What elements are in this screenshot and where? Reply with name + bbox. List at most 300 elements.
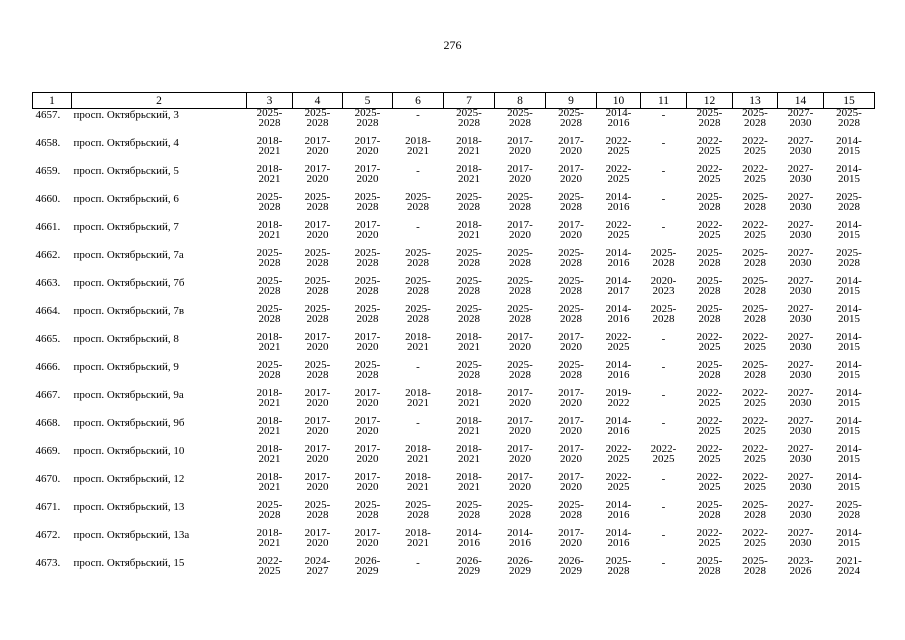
row-number: 4667.	[35, 389, 61, 401]
period-cell	[778, 221, 824, 249]
year-text: 2014-	[836, 471, 862, 483]
year-text: 2014-	[836, 359, 862, 371]
address-cell: просп. Октябрьский, 13а	[73, 529, 190, 541]
period-cell: -	[661, 221, 666, 233]
period-cell	[343, 109, 393, 138]
period-cell	[778, 389, 824, 417]
year-text: 2025-	[696, 191, 723, 203]
year-text: 2020	[306, 480, 329, 493]
year-text: 2025-	[256, 359, 283, 371]
period-cell	[444, 361, 495, 389]
year-text: 2028	[744, 200, 766, 213]
address-cell: просп. Октябрьский, 7	[73, 221, 179, 233]
period-cell	[546, 221, 597, 249]
column-header: 5	[343, 93, 393, 109]
year-text: 2020	[509, 144, 531, 157]
year-text: 2025-	[742, 555, 768, 567]
year-text: 2021	[258, 340, 281, 353]
year-text: 2026-	[507, 555, 533, 567]
row-number: 4673.	[35, 557, 61, 569]
year-text: 2028	[744, 284, 766, 297]
period-cell	[733, 333, 778, 361]
year-text: 2025	[607, 340, 630, 353]
period-cell	[778, 473, 824, 501]
period-cell	[343, 445, 393, 473]
year-text: 2025	[698, 396, 721, 409]
period-cell	[546, 557, 597, 585]
year-text: 2018-	[256, 527, 283, 539]
year-text: 2028	[306, 368, 329, 381]
year-text: 2025-	[558, 303, 584, 315]
year-text: 2028	[698, 368, 721, 381]
period-cell	[343, 473, 393, 501]
period-cell	[546, 277, 597, 305]
year-text: 2022-	[696, 415, 723, 427]
row-number: 4670.	[35, 473, 61, 485]
year-text: 2025-	[696, 107, 723, 119]
year-text: 2028	[509, 256, 531, 269]
year-text: 2025-	[304, 303, 331, 315]
year-text: 2025-	[507, 359, 533, 371]
year-text: 2017-	[558, 471, 584, 483]
period-cell	[495, 445, 546, 473]
year-text: 2015	[838, 452, 860, 465]
period-cell	[687, 417, 733, 445]
period-cell	[495, 305, 546, 333]
period-cell	[597, 221, 641, 249]
year-text: 2022-	[742, 135, 768, 147]
year-text: 2015	[838, 144, 860, 157]
year-text: 2020	[306, 228, 329, 241]
period-cell	[641, 277, 687, 305]
year-text: 2028	[258, 256, 281, 269]
year-text: 2018-	[456, 163, 482, 175]
year-text: 2028	[838, 116, 860, 129]
year-text: 2025	[744, 396, 766, 409]
period-cell	[597, 361, 641, 389]
year-text: 2018-	[256, 471, 283, 483]
year-text: 2028	[458, 284, 480, 297]
year-text: 2021	[407, 452, 429, 465]
period-cell	[495, 249, 546, 277]
period-cell	[733, 109, 778, 138]
year-text: 2025	[607, 144, 630, 157]
period-cell	[778, 333, 824, 361]
year-text: 2021	[258, 228, 281, 241]
year-text: 2022-	[742, 415, 768, 427]
period-cell: -	[416, 165, 420, 177]
year-text: 2030	[789, 480, 812, 493]
year-text: 2028	[744, 312, 766, 325]
year-text: 2028	[509, 116, 531, 129]
year-text: 2017-	[354, 415, 381, 427]
year-text: 2025-	[354, 303, 381, 315]
year-text: 2025-	[742, 191, 768, 203]
period-cell	[343, 277, 393, 305]
year-text: 2020	[560, 396, 582, 409]
year-text: 2025-	[405, 303, 431, 315]
period-cell	[824, 193, 875, 221]
year-text: 2014-	[836, 527, 862, 539]
year-text: 2020	[356, 340, 379, 353]
year-text: 2022-	[696, 135, 723, 147]
period-cell	[444, 445, 495, 473]
period-cell	[495, 473, 546, 501]
period-cell	[293, 277, 343, 305]
year-text: 2020	[306, 452, 329, 465]
table-row	[33, 109, 875, 138]
period-cell	[293, 137, 343, 165]
year-text: 2030	[789, 200, 812, 213]
year-text: 2025	[744, 144, 766, 157]
year-text: 2016	[509, 536, 531, 549]
period-cell	[546, 249, 597, 277]
address-cell: просп. Октябрьский, 7в	[73, 305, 185, 317]
year-text: 2030	[789, 256, 812, 269]
year-text: 2025-	[742, 247, 768, 259]
year-text: 2025-	[558, 191, 584, 203]
year-text: 2018-	[256, 163, 283, 175]
year-text: 2021	[458, 144, 480, 157]
year-text: 2016	[607, 368, 630, 381]
year-text: 2014-	[605, 303, 632, 315]
year-text: 2015	[838, 172, 860, 185]
table-row	[33, 221, 875, 249]
year-text: 2028	[458, 116, 480, 129]
period-cell	[546, 109, 597, 138]
year-text: 2029	[560, 564, 582, 577]
year-text: 2029	[509, 564, 531, 577]
period-cell	[641, 305, 687, 333]
year-text: 2028	[458, 508, 480, 521]
year-text: 2022-	[742, 387, 768, 399]
year-text: 2017-	[354, 331, 381, 343]
year-text: 2020	[306, 536, 329, 549]
year-text: 2015	[838, 536, 860, 549]
year-text: 2028	[838, 256, 860, 269]
year-text: 2028	[698, 116, 721, 129]
year-text: 2020	[560, 144, 582, 157]
period-cell	[733, 501, 778, 529]
year-text: 2028	[258, 200, 281, 213]
year-text: 2021	[407, 396, 429, 409]
period-cell	[247, 249, 293, 277]
period-cell	[733, 389, 778, 417]
period-cell	[687, 529, 733, 557]
period-cell	[733, 361, 778, 389]
year-text: 2028	[306, 312, 329, 325]
year-text: 2018-	[456, 219, 482, 231]
year-text: 2028	[306, 200, 329, 213]
year-text: 2025-	[456, 107, 482, 119]
address-cell: просп. Октябрьский, 12	[73, 473, 185, 485]
year-text: 2025-	[256, 247, 283, 259]
year-text: 2021	[458, 480, 480, 493]
year-text: 2025	[698, 480, 721, 493]
year-text: 2028	[560, 508, 582, 521]
year-text: 2018-	[405, 387, 431, 399]
column-header: 7	[444, 93, 495, 109]
year-text: 2016	[607, 256, 630, 269]
period-cell	[495, 165, 546, 193]
year-text: 2025-	[354, 499, 381, 511]
year-text: 2015	[838, 228, 860, 241]
year-text: 2025-	[304, 359, 331, 371]
address-cell: просп. Октябрьский, 13	[73, 501, 185, 513]
year-text: 2018-	[405, 135, 431, 147]
year-text: 2017-	[558, 163, 584, 175]
column-header: 8	[495, 93, 546, 109]
year-text: 2028	[560, 368, 582, 381]
period-cell	[444, 193, 495, 221]
period-cell	[687, 473, 733, 501]
year-text: 2017-	[507, 387, 533, 399]
period-cell	[444, 557, 495, 585]
period-cell: -	[661, 361, 666, 373]
year-text: 2020	[509, 480, 531, 493]
year-text: 2021	[458, 228, 480, 241]
year-text: 2022-	[605, 135, 632, 147]
period-cell	[687, 389, 733, 417]
year-text: 2025-	[456, 275, 482, 287]
period-cell	[778, 445, 824, 473]
year-text: 2017-	[304, 443, 331, 455]
period-cell	[778, 501, 824, 529]
year-text: 2017-	[558, 135, 584, 147]
address-cell: просп. Октябрьский, 15	[73, 557, 185, 569]
period-cell	[293, 305, 343, 333]
period-cell	[343, 361, 393, 389]
period-cell	[778, 417, 824, 445]
period-cell	[546, 389, 597, 417]
period-cell	[393, 249, 444, 277]
year-text: 2028	[698, 256, 721, 269]
year-text: 2025	[698, 340, 721, 353]
year-text: 2028	[258, 284, 281, 297]
year-text: 2014-	[605, 107, 632, 119]
year-text: 2028	[458, 368, 480, 381]
period-cell	[247, 473, 293, 501]
year-text: 2027	[306, 564, 329, 577]
year-text: 2017-	[304, 135, 331, 147]
year-text: 2027-	[787, 471, 814, 483]
year-text: 2025-	[696, 303, 723, 315]
year-text: 2022-	[742, 443, 768, 455]
year-text: 2014-	[605, 191, 632, 203]
year-text: 2028	[306, 284, 329, 297]
period-cell	[495, 221, 546, 249]
year-text: 2030	[789, 116, 812, 129]
year-text: 2017-	[558, 415, 584, 427]
year-text: 2014-	[836, 303, 862, 315]
column-header: 14	[778, 93, 824, 109]
year-text: 2025-	[405, 499, 431, 511]
period-cell	[495, 501, 546, 529]
period-cell	[687, 305, 733, 333]
period-cell	[343, 501, 393, 529]
table-row	[33, 249, 875, 277]
year-text: 2028	[306, 256, 329, 269]
year-text: 2027-	[787, 191, 814, 203]
year-text: 2017-	[558, 331, 584, 343]
year-text: 2017-	[304, 219, 331, 231]
year-text: 2020	[509, 228, 531, 241]
year-text: 2025-	[456, 499, 482, 511]
period-cell	[393, 473, 444, 501]
year-text: 2016	[607, 116, 630, 129]
period-cell	[733, 277, 778, 305]
period-cell	[687, 193, 733, 221]
year-text: 2025-	[650, 303, 677, 315]
period-cell	[393, 333, 444, 361]
year-text: 2025-	[836, 107, 862, 119]
year-text: 2017-	[354, 135, 381, 147]
column-header: 3	[247, 93, 293, 109]
year-text: 2027-	[787, 359, 814, 371]
period-cell	[778, 305, 824, 333]
table-row	[33, 389, 875, 417]
year-text: 2025-	[304, 191, 331, 203]
period-cell	[343, 249, 393, 277]
address-cell: просп. Октябрьский, 7а	[73, 249, 184, 261]
table-row	[33, 529, 875, 557]
year-text: 2017-	[507, 163, 533, 175]
year-text: 2028	[258, 312, 281, 325]
year-text: 2028	[560, 200, 582, 213]
year-text: 2028	[407, 312, 429, 325]
period-cell	[733, 193, 778, 221]
year-text: 2025-	[696, 499, 723, 511]
year-text: 2014-	[836, 443, 862, 455]
year-text: 2014-	[605, 275, 632, 287]
year-text: 2015	[838, 480, 860, 493]
year-text: 2018-	[256, 331, 283, 343]
year-text: 2021	[407, 144, 429, 157]
row-number: 4663.	[35, 277, 61, 289]
period-cell	[546, 501, 597, 529]
period-cell	[343, 333, 393, 361]
period-cell	[495, 109, 546, 138]
year-text: 2025-	[256, 107, 283, 119]
year-text: 2022-	[650, 443, 677, 455]
year-text: 2028	[509, 312, 531, 325]
period-cell	[444, 165, 495, 193]
year-text: 2027-	[787, 527, 814, 539]
year-text: 2020	[356, 452, 379, 465]
year-text: 2021	[458, 424, 480, 437]
year-text: 2025-	[405, 275, 431, 287]
year-text: 2029	[356, 564, 379, 577]
year-text: 2020	[356, 480, 379, 493]
period-cell	[687, 109, 733, 138]
year-text: 2025-	[354, 359, 381, 371]
year-text: 2020	[306, 424, 329, 437]
year-text: 2020	[356, 396, 379, 409]
year-text: 2025-	[836, 247, 862, 259]
year-text: 2025-	[836, 191, 862, 203]
period-cell	[444, 529, 495, 557]
year-text: 2020	[356, 536, 379, 549]
column-header: 1	[33, 93, 72, 109]
period-cell: -	[661, 417, 666, 429]
year-text: 2028	[509, 368, 531, 381]
year-text: 2025	[744, 172, 766, 185]
year-text: 2022-	[696, 387, 723, 399]
year-text: 2021	[458, 172, 480, 185]
row-number: 4661.	[35, 221, 61, 233]
period-cell	[824, 165, 875, 193]
year-text: 2024	[838, 564, 860, 577]
year-text: 2027-	[787, 499, 814, 511]
year-text: 2018-	[456, 135, 482, 147]
year-text: 2025-	[256, 303, 283, 315]
year-text: 2025-	[507, 191, 533, 203]
period-cell	[393, 277, 444, 305]
period-cell	[495, 193, 546, 221]
period-cell	[824, 305, 875, 333]
period-cell	[247, 193, 293, 221]
year-text: 2022-	[742, 471, 768, 483]
year-text: 2021	[407, 340, 429, 353]
period-cell	[778, 557, 824, 585]
table-row	[33, 417, 875, 445]
year-text: 2025-	[605, 555, 632, 567]
year-text: 2017-	[304, 471, 331, 483]
year-text: 2025	[607, 452, 630, 465]
address-cell: просп. Октябрьский, 7б	[73, 277, 185, 289]
period-cell	[444, 417, 495, 445]
period-cell	[343, 165, 393, 193]
year-text: 2025-	[558, 107, 584, 119]
year-text: 2028	[407, 256, 429, 269]
year-text: 2028	[744, 564, 766, 577]
year-text: 2025-	[507, 303, 533, 315]
period-cell	[733, 445, 778, 473]
period-cell: -	[416, 221, 420, 233]
period-cell	[824, 417, 875, 445]
year-text: 2016	[458, 536, 480, 549]
period-cell: -	[661, 333, 666, 345]
year-text: 2025-	[456, 359, 482, 371]
year-text: 2025-	[354, 247, 381, 259]
column-header: 9	[546, 93, 597, 109]
year-text: 2021	[258, 144, 281, 157]
period-cell	[597, 417, 641, 445]
schedule-table	[32, 92, 875, 585]
row-number: 4660.	[35, 193, 61, 205]
period-cell	[293, 473, 343, 501]
period-cell	[293, 389, 343, 417]
period-cell	[247, 529, 293, 557]
period-cell	[444, 389, 495, 417]
year-text: 2028	[698, 200, 721, 213]
year-text: 2021	[407, 536, 429, 549]
year-text: 2025-	[696, 247, 723, 259]
year-text: 2020	[509, 424, 531, 437]
period-cell	[293, 361, 343, 389]
year-text: 2028	[356, 284, 379, 297]
period-cell	[393, 501, 444, 529]
year-text: 2025-	[696, 359, 723, 371]
year-text: 2027-	[787, 387, 814, 399]
year-text: 2028	[607, 564, 630, 577]
year-text: 2014-	[605, 359, 632, 371]
year-text: 2018-	[256, 219, 283, 231]
year-text: 2020	[306, 340, 329, 353]
period-cell	[247, 445, 293, 473]
year-text: 2021	[407, 480, 429, 493]
period-cell	[824, 137, 875, 165]
